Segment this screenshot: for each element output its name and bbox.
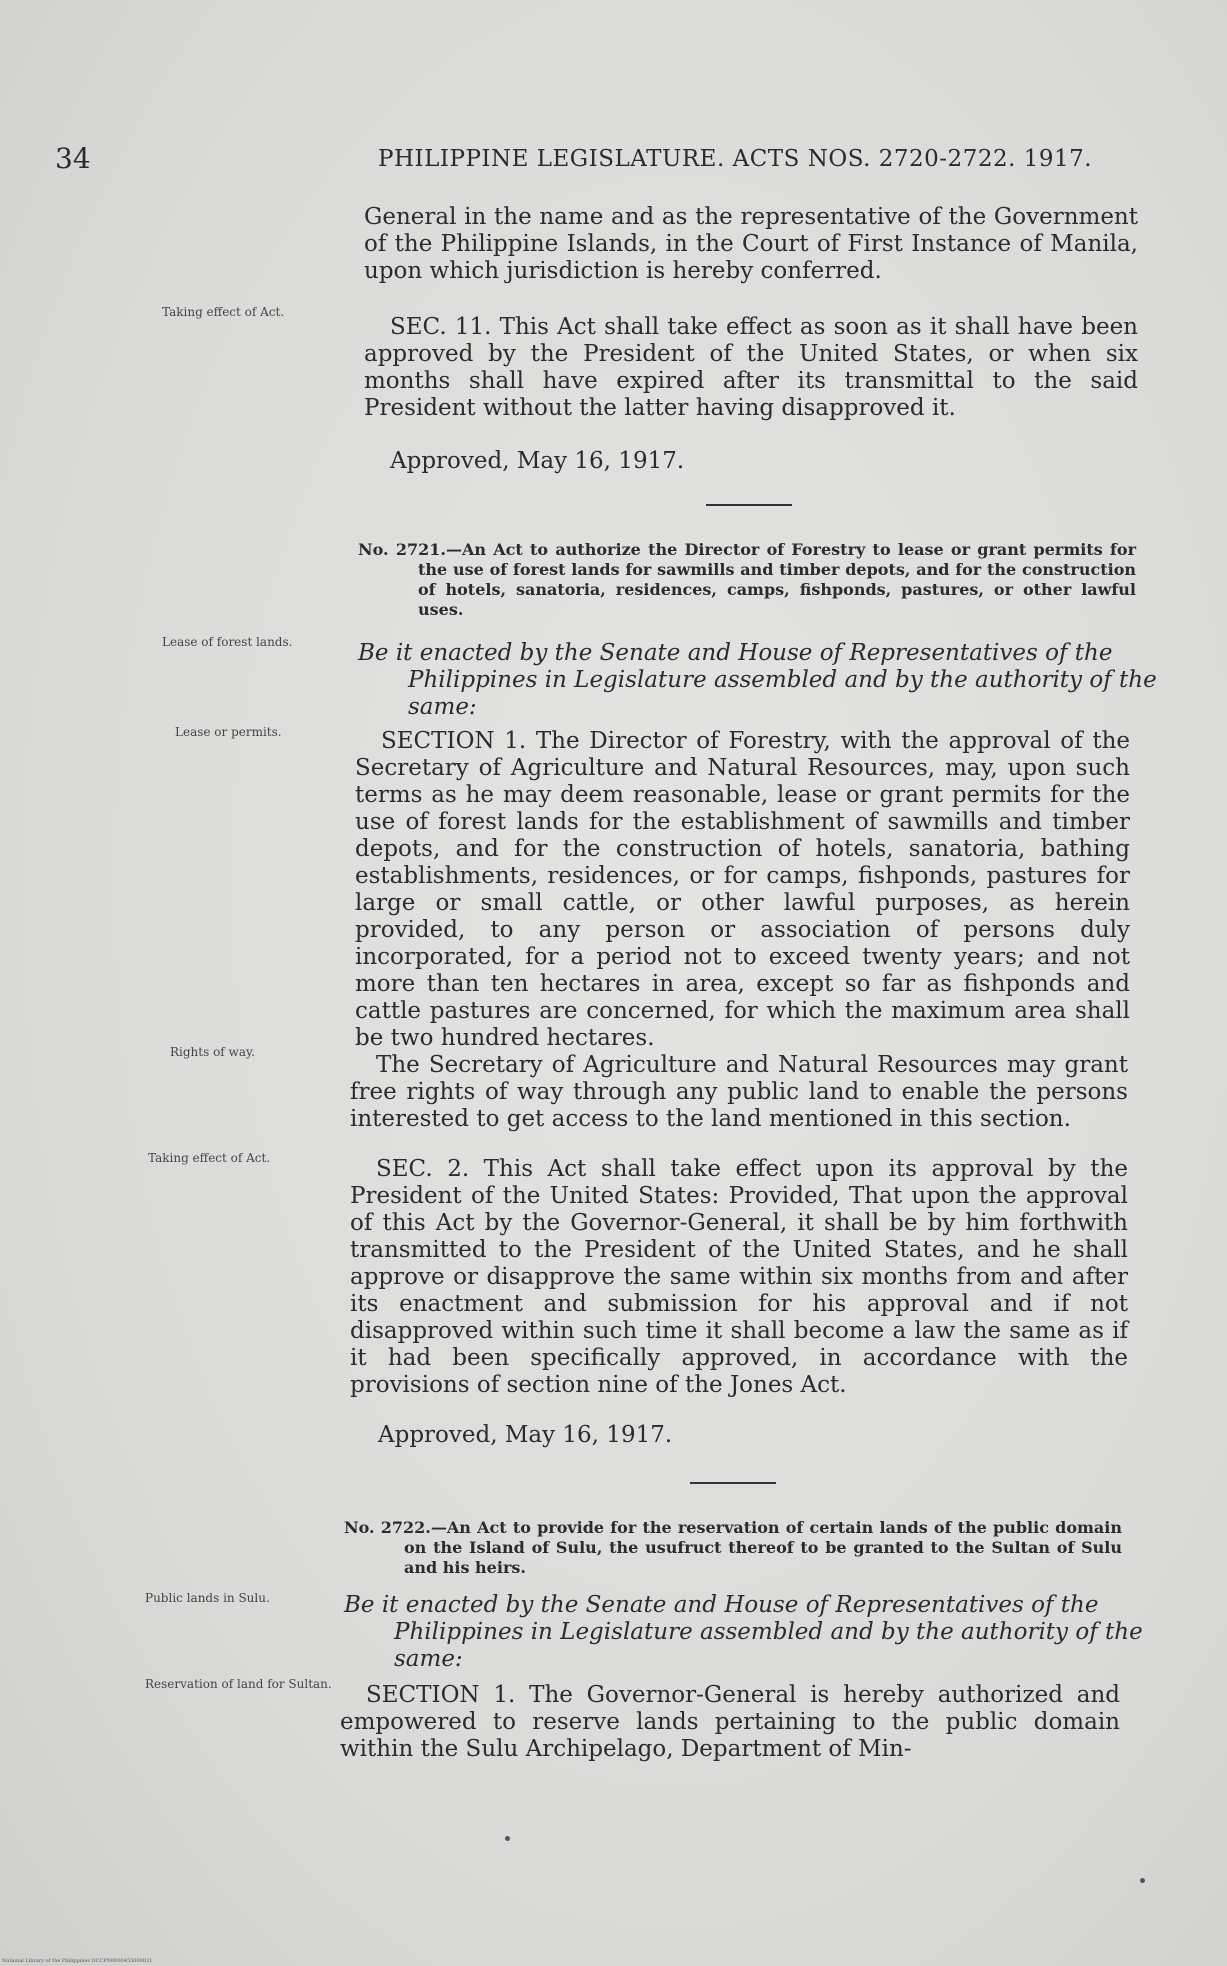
act-2720-sec11: SEC. 11. This Act shall take effect as soon as it shall have been approved by the President of the United States, or when six months shall have expired after its transmittal to the said President without the latter having disapproved it. (364, 314, 1138, 421)
act-2721-section1: SECTION 1. The Director of Forestry, with the approval of the Secretary of Agriculture and Natural Resources, may, upon such terms as he may deem reasonable, lease or grant permits for the use of forest lands for the establishment of sawmills and timber depots, and for the construction of hotels, sanatoria, bathing establishments, residences, or for camps, fishponds, pastures for large or small cattle, or other lawful purposes, as herein provided, to any person or association of persons duly incorporated, for a period not to exceed twenty years; and not more than ten hectares in area, except so far as fishponds and cattle pastures are concerned, for which the maximum area shall be two hundred hectares. (355, 728, 1130, 1051)
margin-note-taking-effect-2721: Taking effect of Act. (148, 1151, 271, 1165)
margin-note-public-lands: Public lands in Sulu. (145, 1591, 270, 1605)
act-2721-approved: Approved, May 16, 1917. (378, 1422, 673, 1448)
running-head: PHILIPPINE LEGISLATURE. ACTS NOS. 2720-2722. 1917. (378, 146, 1093, 172)
act-2720-continuation: General in the name and as the representative of the Government of the Philippine Islands, in the Court of First Instance of Manila, upon which jurisdiction is hereby conferred. (364, 204, 1138, 284)
paper-speck (505, 1836, 510, 1841)
act-2721-sec2: SEC. 2. This Act shall take effect upon its approval by the President of the United States: Provided, That upon the approval of this Act by the Governor-General, it shall be by him forthwith transmitted to the President of the United States, and he shall approve or disapprove the same within six months from and after its enactment and submission for his approval and if not disapproved within such time it shall become a law the same as if it had been specifically approved, in accordance with the provisions of section nine of the Jones Act. (350, 1156, 1128, 1398)
footer-credit: National Library of the Philippines DCCPN0000455000031 (2, 1958, 153, 1964)
act-2721-rights-of-way: The Secretary of Agriculture and Natural Resources may grant free rights of way through any public land to enable the persons interested to get access to the land mentioned in this section. (350, 1052, 1128, 1132)
margin-note-lease-forest: Lease of forest lands. (162, 635, 293, 649)
margin-note-rights-of-way: Rights of way. (170, 1045, 255, 1059)
act-2721-enacting-clause: Be it enacted by the Senate and House of Representatives of the Philippines in Legislature assembled and by the authority of the same: (358, 640, 1157, 720)
page-number: 34 (55, 142, 91, 175)
margin-note-reservation: Reservation of land for Sultan. (145, 1677, 332, 1691)
act-2722-section1: SECTION 1. The Governor-General is hereby authorized and empowered to reserve lands pertaining to the public domain within the Sulu Archipelago, Department of Min- (340, 1682, 1120, 1762)
act-2722-title: No. 2722.—An Act to provide for the reservation of certain lands of the public domain on the Island of Sulu, the usufruct thereof to be granted to the Sultan of Sulu and his heirs. (344, 1518, 1122, 1577)
separator-rule (706, 504, 792, 506)
margin-note-taking-effect-2720: Taking effect of Act. (162, 305, 285, 319)
act-2722-enacting-clause: Be it enacted by the Senate and House of Representatives of the Philippines in Legislature assembled and by the authority of the same: (344, 1592, 1143, 1672)
separator-rule (690, 1482, 776, 1484)
act-2720-approved: Approved, May 16, 1917. (390, 448, 685, 474)
paper-speck (1140, 1878, 1145, 1883)
act-2721-title: No. 2721.—An Act to authorize the Director of Forestry to lease or grant permits for the use of forest lands for sawmills and timber depots, and for the construction of hotels, sanatoria, residences, camps, fishponds, pastures, or other lawful uses. (358, 540, 1136, 619)
margin-note-lease-permits: Lease or permits. (175, 725, 282, 739)
